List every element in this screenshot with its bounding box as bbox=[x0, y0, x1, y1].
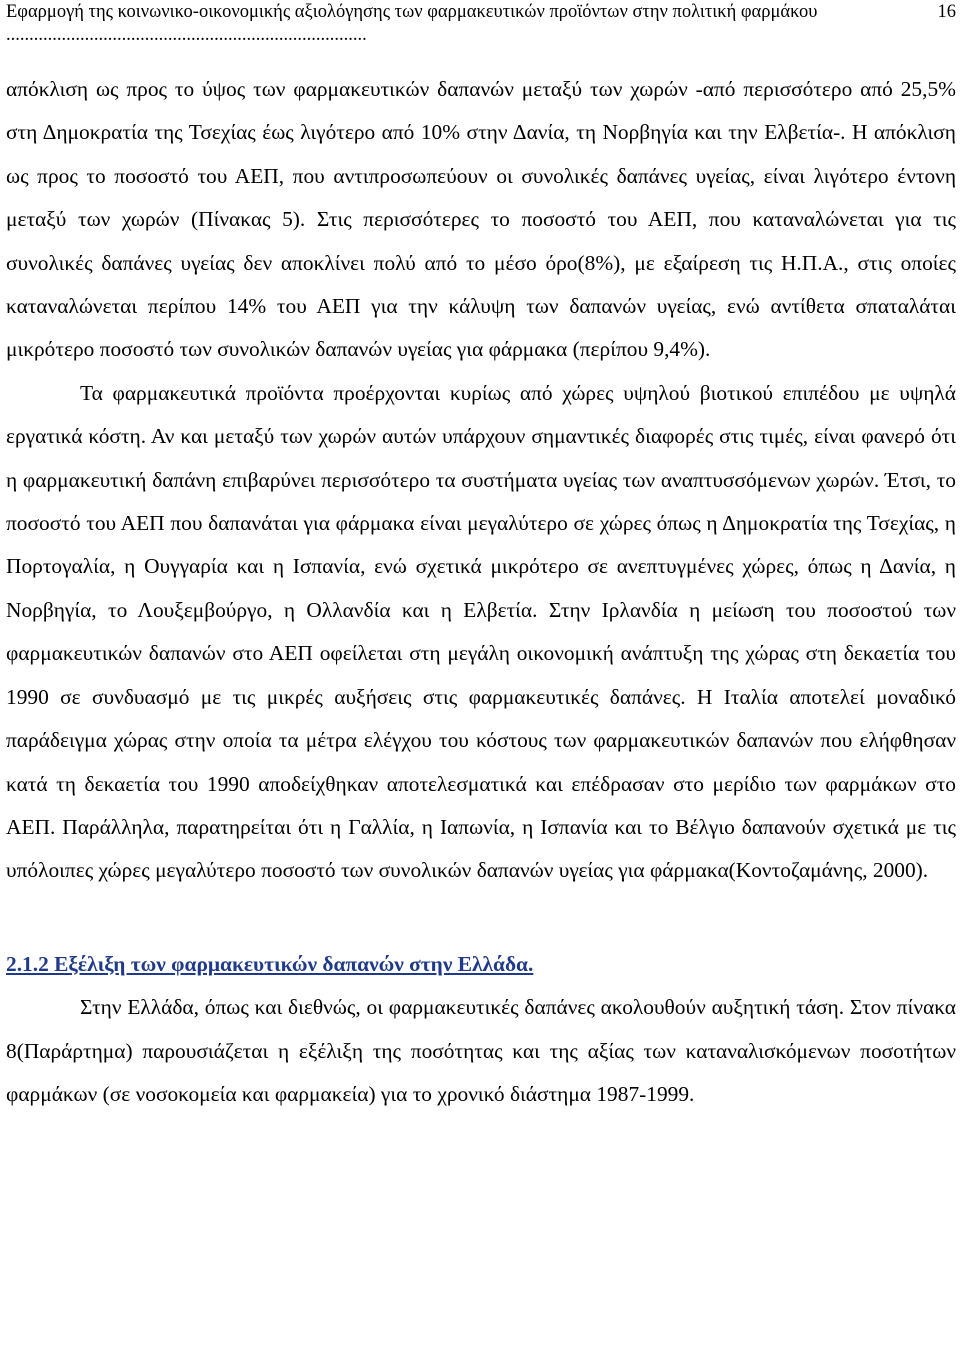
section-paragraph: Στην Ελλάδα, όπως και διεθνώς, οι φαρμακευτικές δαπάνες ακολουθούν αυξητική τάση. Στον πίνακα 8(Παράρτημα) παρουσιάζεται η εξέλιξη της ποσότητας και της αξίας των καταναλισκόμενων ποσοτήτων φαρμάκων (σε νοσοκομεία και φαρμακεία) για το χρονικό διάστημα 1987-1999. bbox=[6, 995, 956, 1106]
body-paragraph-2: Τα φαρμακευτικά προϊόντα προέρχονται κυρίως από χώρες υψηλού βιοτικού επιπέδου με υψηλά εργατικά κόστη. Αν και μεταξύ των χωρών αυτών υπάρχουν σημαντικές διαφορές στις τιμές, είναι φανερό ότι η φαρμακευτική δαπάνη επιβαρύνει περισσότερο τα συστήματα υγείας των αναπτυσσόμενων χωρών. Έτσι, το ποσοστό του ΑΕΠ που δαπανάται για φάρμακα είναι μεγαλύτερο σε χώρες όπως η Δημοκρατία της Τσεχίας, η Πορτογαλία, η Ουγγαρία και η Ισπανία, ενώ σχετικά μικρότερο σε ανεπτυγμένες χώρες, όπως η Δανία, η Νορβηγία, το Λουξεμβούργο, η Ολλανδία και η Ελβετία. Στην Ιρλανδία η μείωση του ποσοστού των φαρμακευτικών δαπανών στο ΑΕΠ οφείλεται στη μεγάλη οικονομική ανάπτυξη της χώρας στη δεκαετία του 1990 σε συνδυασμό με τις μικρές αυξήσεις στις φαρμακευτικές δαπάνες. Η Ιταλία αποτελεί μοναδικό παράδειγμα χώρας στην οποία τα μέτρα ελέγχου του κόστους των φαρμακευτικών δαπανών που ελήφθησαν κατά τη δεκαετία του 1990 αποδείχθηκαν αποτελεσματικά και επέδρασαν στο μερίδιο των φαρμάκων στο ΑΕΠ. Παράλληλα, παρατηρείται ότι η Γαλλία, η Ιαπωνία, η Ισπανία και το Βέλγιο δαπανούν σχετικά με τις υπόλοιπες χώρες μεγαλύτερο ποσοστό των συνολικών δαπανών υγείας για φάρμακα(Κοντοζαμάνης, 2000). bbox=[6, 380, 956, 883]
body-paragraph-1: απόκλιση ως προς το ύψος των φαρμακευτικών δαπανών μεταξύ των χωρών -από περισσότερο από 25,5% στη Δημοκρατία της Τσεχίας έως λιγότερο από 10% στην Δανία, τη Νορβηγία και την Ελβετία-. Η απόκλιση ως προς το ποσοστό του ΑΕΠ, που αντιπροσωπεύουν οι συνολικές δαπάνες υγείας, είναι λιγότερο έντονη μεταξύ των χωρών (Πίνακας 5). Στις περισσότερες το ποσοστό του ΑΕΠ, που καταναλώνεται για τις συνολικές δαπάνες υγείας δεν αποκλίνει πολύ από το μέσο όρο(8%), με εξαίρεση τις Η.Π.Α., στις οποίες καταναλώνεται περίπου 14% του ΑΕΠ για την κάλυψη των δαπανών υγείας, ενώ αντίθετα σπαταλάται μικρότερο ποσοστό των συνολικών δαπανών υγείας για φάρμακα (περίπου 9,4%). bbox=[6, 77, 956, 362]
header-title: Εφαρμογή της κοινωνικο-οικονομικής αξιολόγησης των φαρμακευτικών προϊόντων στην πολιτική φαρμάκου .............................................................................. bbox=[6, 2, 818, 45]
running-header bbox=[6, 0, 956, 47]
page-number: 16 bbox=[937, 2, 956, 22]
section-heading: 2.1.2 Εξέλιξη των φαρμακευτικών δαπανών στην Ελλάδα. bbox=[6, 951, 534, 976]
document-page bbox=[6, 0, 956, 1363]
